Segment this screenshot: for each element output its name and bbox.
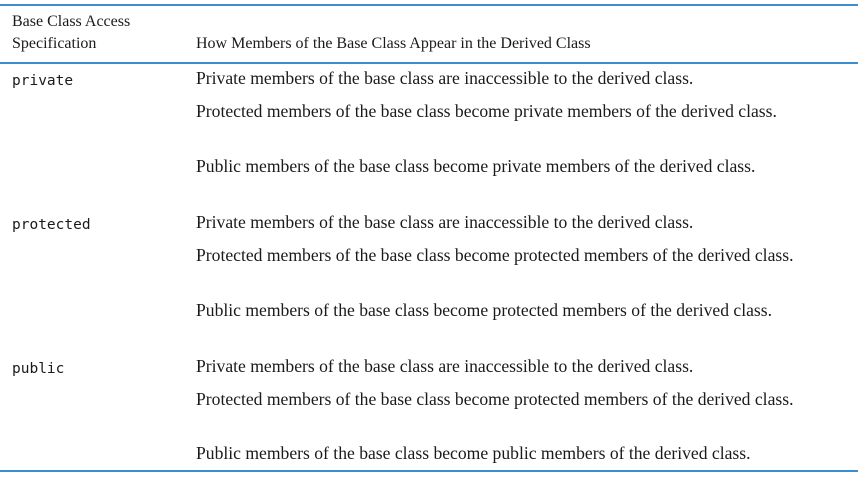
desc-protected-2: Protected members of the base class become protected members of the derived class. bbox=[196, 245, 794, 265]
desc-protected-1: Private members of the base class are inaccessible to the derived class. bbox=[196, 212, 694, 232]
desc-public-3: Public members of the base class become public members of the derived class. bbox=[196, 443, 751, 463]
spec-private: private bbox=[12, 73, 74, 89]
header-how-members-appear: How Members of the Base Class Appear in the Derived Class bbox=[196, 35, 591, 52]
table-bottom-rule bbox=[0, 470, 858, 472]
desc-public-1: Private members of the base class are inaccessible to the derived class. bbox=[196, 356, 694, 376]
header-base-class-access-specification: Base Class Access Specification bbox=[12, 13, 131, 52]
desc-protected-3: Public members of the base class become protected members of the derived class. bbox=[196, 300, 772, 320]
header-separator-rule bbox=[0, 62, 858, 64]
spec-protected: protected bbox=[12, 217, 91, 233]
desc-private-2: Protected members of the base class become private members of the derived class. bbox=[196, 101, 777, 121]
spec-public: public bbox=[12, 361, 65, 377]
table-top-rule bbox=[0, 4, 858, 6]
desc-private-3: Public members of the base class become private members of the derived class. bbox=[196, 156, 756, 176]
desc-public-2: Protected members of the base class become protected members of the derived class. bbox=[196, 389, 794, 409]
desc-private-1: Private members of the base class are inaccessible to the derived class. bbox=[196, 68, 694, 88]
